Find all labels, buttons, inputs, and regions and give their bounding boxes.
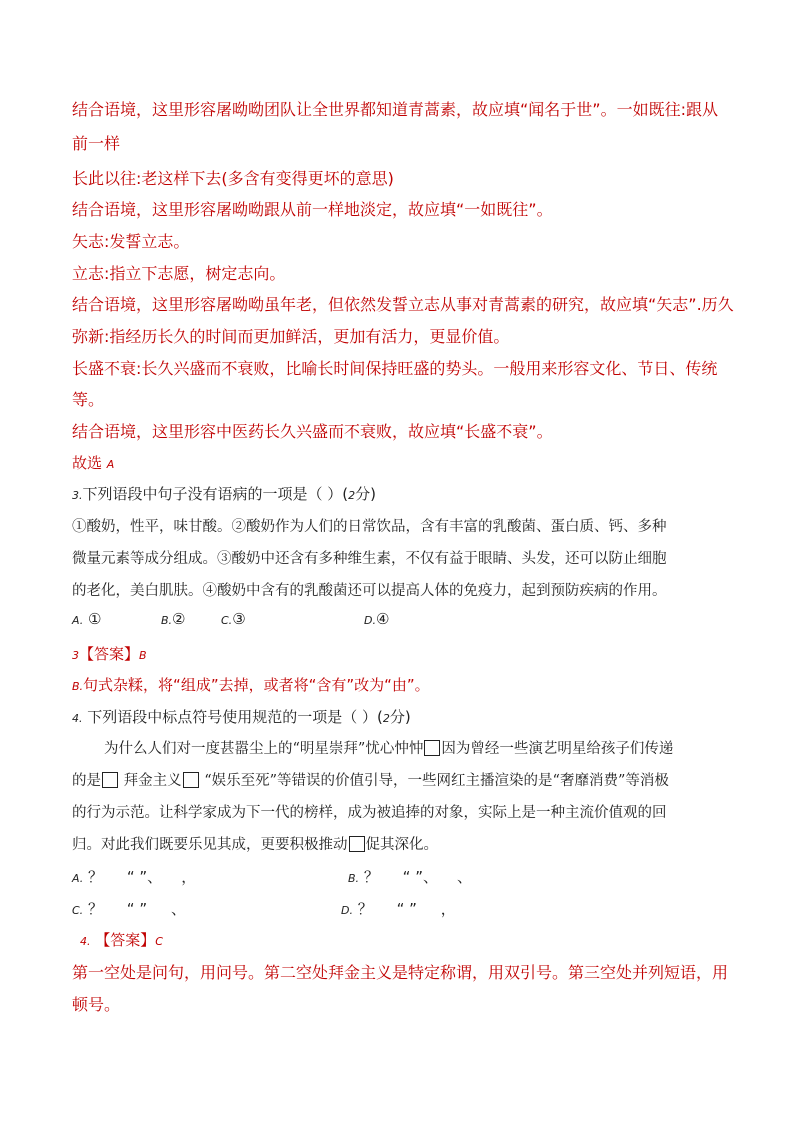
- passage-text: 因为曾经一些演艺明星给孩子们传递: [441, 741, 674, 757]
- points-number: 2: [348, 489, 356, 502]
- explanation-line: 立志:指立下志愿，树定志向。: [72, 264, 286, 283]
- option-text: ④: [375, 610, 390, 628]
- explanation-line: 第一空处是问句，用问号。第二空处拜金主义是特定称谓，用双引号。第三空处并列短语，用: [72, 963, 729, 982]
- explain-letter: B.: [72, 680, 84, 693]
- passage-line: ①酸奶，性平，味甘酸。②酸奶作为人们的日常饮品，含有丰富的乳酸菌、蛋白质、钙、多种: [72, 519, 667, 535]
- option-letter: B.: [161, 614, 173, 627]
- answer-line: [72, 643, 147, 664]
- passage-line: 微量元素等成分组成。③酸奶中还含有多种维生素，不仅有益于眼睛、头发，还可以防止细胞: [72, 551, 667, 567]
- option-text: ②: [172, 610, 186, 628]
- option-text: ？ “ ” 、: [87, 900, 186, 918]
- option-letter: D.: [364, 614, 376, 627]
- explain-text: 句式杂糅，将“组成”去掉，或者将“含有”改为“由”。: [83, 676, 430, 694]
- question-4-stem: [72, 706, 411, 727]
- explanation-line: 前一样: [72, 134, 121, 153]
- answer-number: 4.: [80, 935, 91, 948]
- option-letter: C.: [72, 904, 84, 917]
- option-letter: A.: [72, 614, 84, 627]
- question-text: 下列语段中标点符号使用规范的一项是（ ）(: [87, 708, 383, 726]
- option-letter: B.: [348, 872, 360, 885]
- answer-line: [80, 929, 163, 950]
- explanation-line: 弥新:指经历长久的时间而更加鲜活，更加有活力，更显价值。: [72, 327, 510, 346]
- passage-line: [72, 833, 438, 854]
- option-a[interactable]: [72, 866, 196, 887]
- answer-letter: A: [106, 458, 115, 471]
- explanation-line: 等。: [72, 390, 105, 409]
- blank-box: [102, 772, 118, 788]
- passage-text: 的是: [72, 773, 101, 789]
- blank-box: [349, 836, 365, 852]
- explanation-line: 顿号。: [72, 995, 121, 1014]
- option-a[interactable]: [72, 610, 101, 628]
- option-letter: D.: [341, 904, 353, 917]
- question-text: 下列语段中句子没有语病的一项是（ ）(: [82, 485, 349, 503]
- option-b[interactable]: [161, 610, 186, 628]
- passage-text: 促其深化。: [365, 837, 438, 853]
- passage-line: 的老化，美白肌肤。④酸奶中含有的乳酸菌还可以提高人体的免疫力，起到预防疾病的作用。: [72, 583, 667, 599]
- explanation-line: 结合语境，这里形容屠呦呦虽年老，但依然发誓立志从事对青蒿素的研究，故应填“矢志”.历久: [72, 295, 734, 314]
- points-number: 2: [382, 712, 390, 725]
- passage-line: [72, 769, 669, 790]
- option-text: ？ “ ”、 ，: [88, 868, 197, 886]
- option-letter: A.: [72, 872, 84, 885]
- explanation-line: [72, 674, 430, 695]
- option-text: ①: [88, 610, 102, 628]
- option-text: ③: [232, 610, 246, 628]
- explanation-line: 长此以往:老这样下去(多含有变得更坏的意思): [72, 169, 394, 188]
- explanation-line: 结合语境，这里形容屠呦呦跟从前一样地淡定，故应填“一如既往”。: [72, 200, 553, 219]
- points-unit: 分): [355, 485, 376, 503]
- answer-prefix: 故选: [72, 454, 103, 472]
- option-d[interactable]: [341, 898, 456, 919]
- explanation-line: 矢志:发誓立志。: [72, 232, 190, 251]
- passage-text: 为什么人们对一度甚嚣尘上的“明星崇拜”忧心忡忡: [104, 741, 424, 757]
- passage-text: “娱乐至死”等错误的价值引导，一些网红主播渲染的是“奢靡消费”等消极: [199, 773, 669, 789]
- option-c[interactable]: [72, 898, 186, 919]
- question-number: 4.: [72, 712, 83, 725]
- points-unit: 分): [389, 708, 411, 726]
- answer-number: 3: [72, 649, 79, 662]
- answer-label: 【答案】: [79, 645, 140, 663]
- explanation-line: 结合语境，这里形容屠呦呦团队让全世界都知道青蒿素，故应填“闻名于世”。一如既往:跟从: [72, 100, 718, 119]
- answer-choice-line: [72, 452, 114, 473]
- question-number: 3.: [72, 489, 83, 502]
- passage-line: [104, 737, 673, 758]
- blank-box: [183, 772, 199, 788]
- blank-box: [424, 740, 440, 756]
- answer-label: 【答案】: [95, 931, 156, 949]
- answer-letter: C: [155, 935, 163, 948]
- option-c[interactable]: [221, 610, 246, 628]
- option-b[interactable]: [348, 866, 472, 887]
- explanation-line: 长盛不衰:长久兴盛而不衰败，比喻长时间保持旺盛的势头。一般用来形容文化、节日、传统: [72, 359, 718, 378]
- answer-letter: B: [139, 649, 147, 662]
- option-text: ？ “ ”、 、: [363, 868, 473, 886]
- option-letter: C.: [221, 614, 233, 627]
- passage-text: 归。对此我们既要乐见其成，更要积极推动: [72, 837, 348, 853]
- explanation-line: 结合语境，这里形容中医药长久兴盛而不衰败，故应填“长盛不衰”。: [72, 422, 553, 441]
- question-3-stem: [72, 483, 376, 504]
- passage-line: 的行为示范。让科学家成为下一代的榜样，成为被追捧的对象，实际上是一种主流价值观的回: [72, 805, 667, 821]
- passage-text: 拜金主义: [119, 773, 182, 789]
- option-text: ？ “ ” ，: [357, 900, 456, 918]
- option-d[interactable]: [364, 610, 389, 628]
